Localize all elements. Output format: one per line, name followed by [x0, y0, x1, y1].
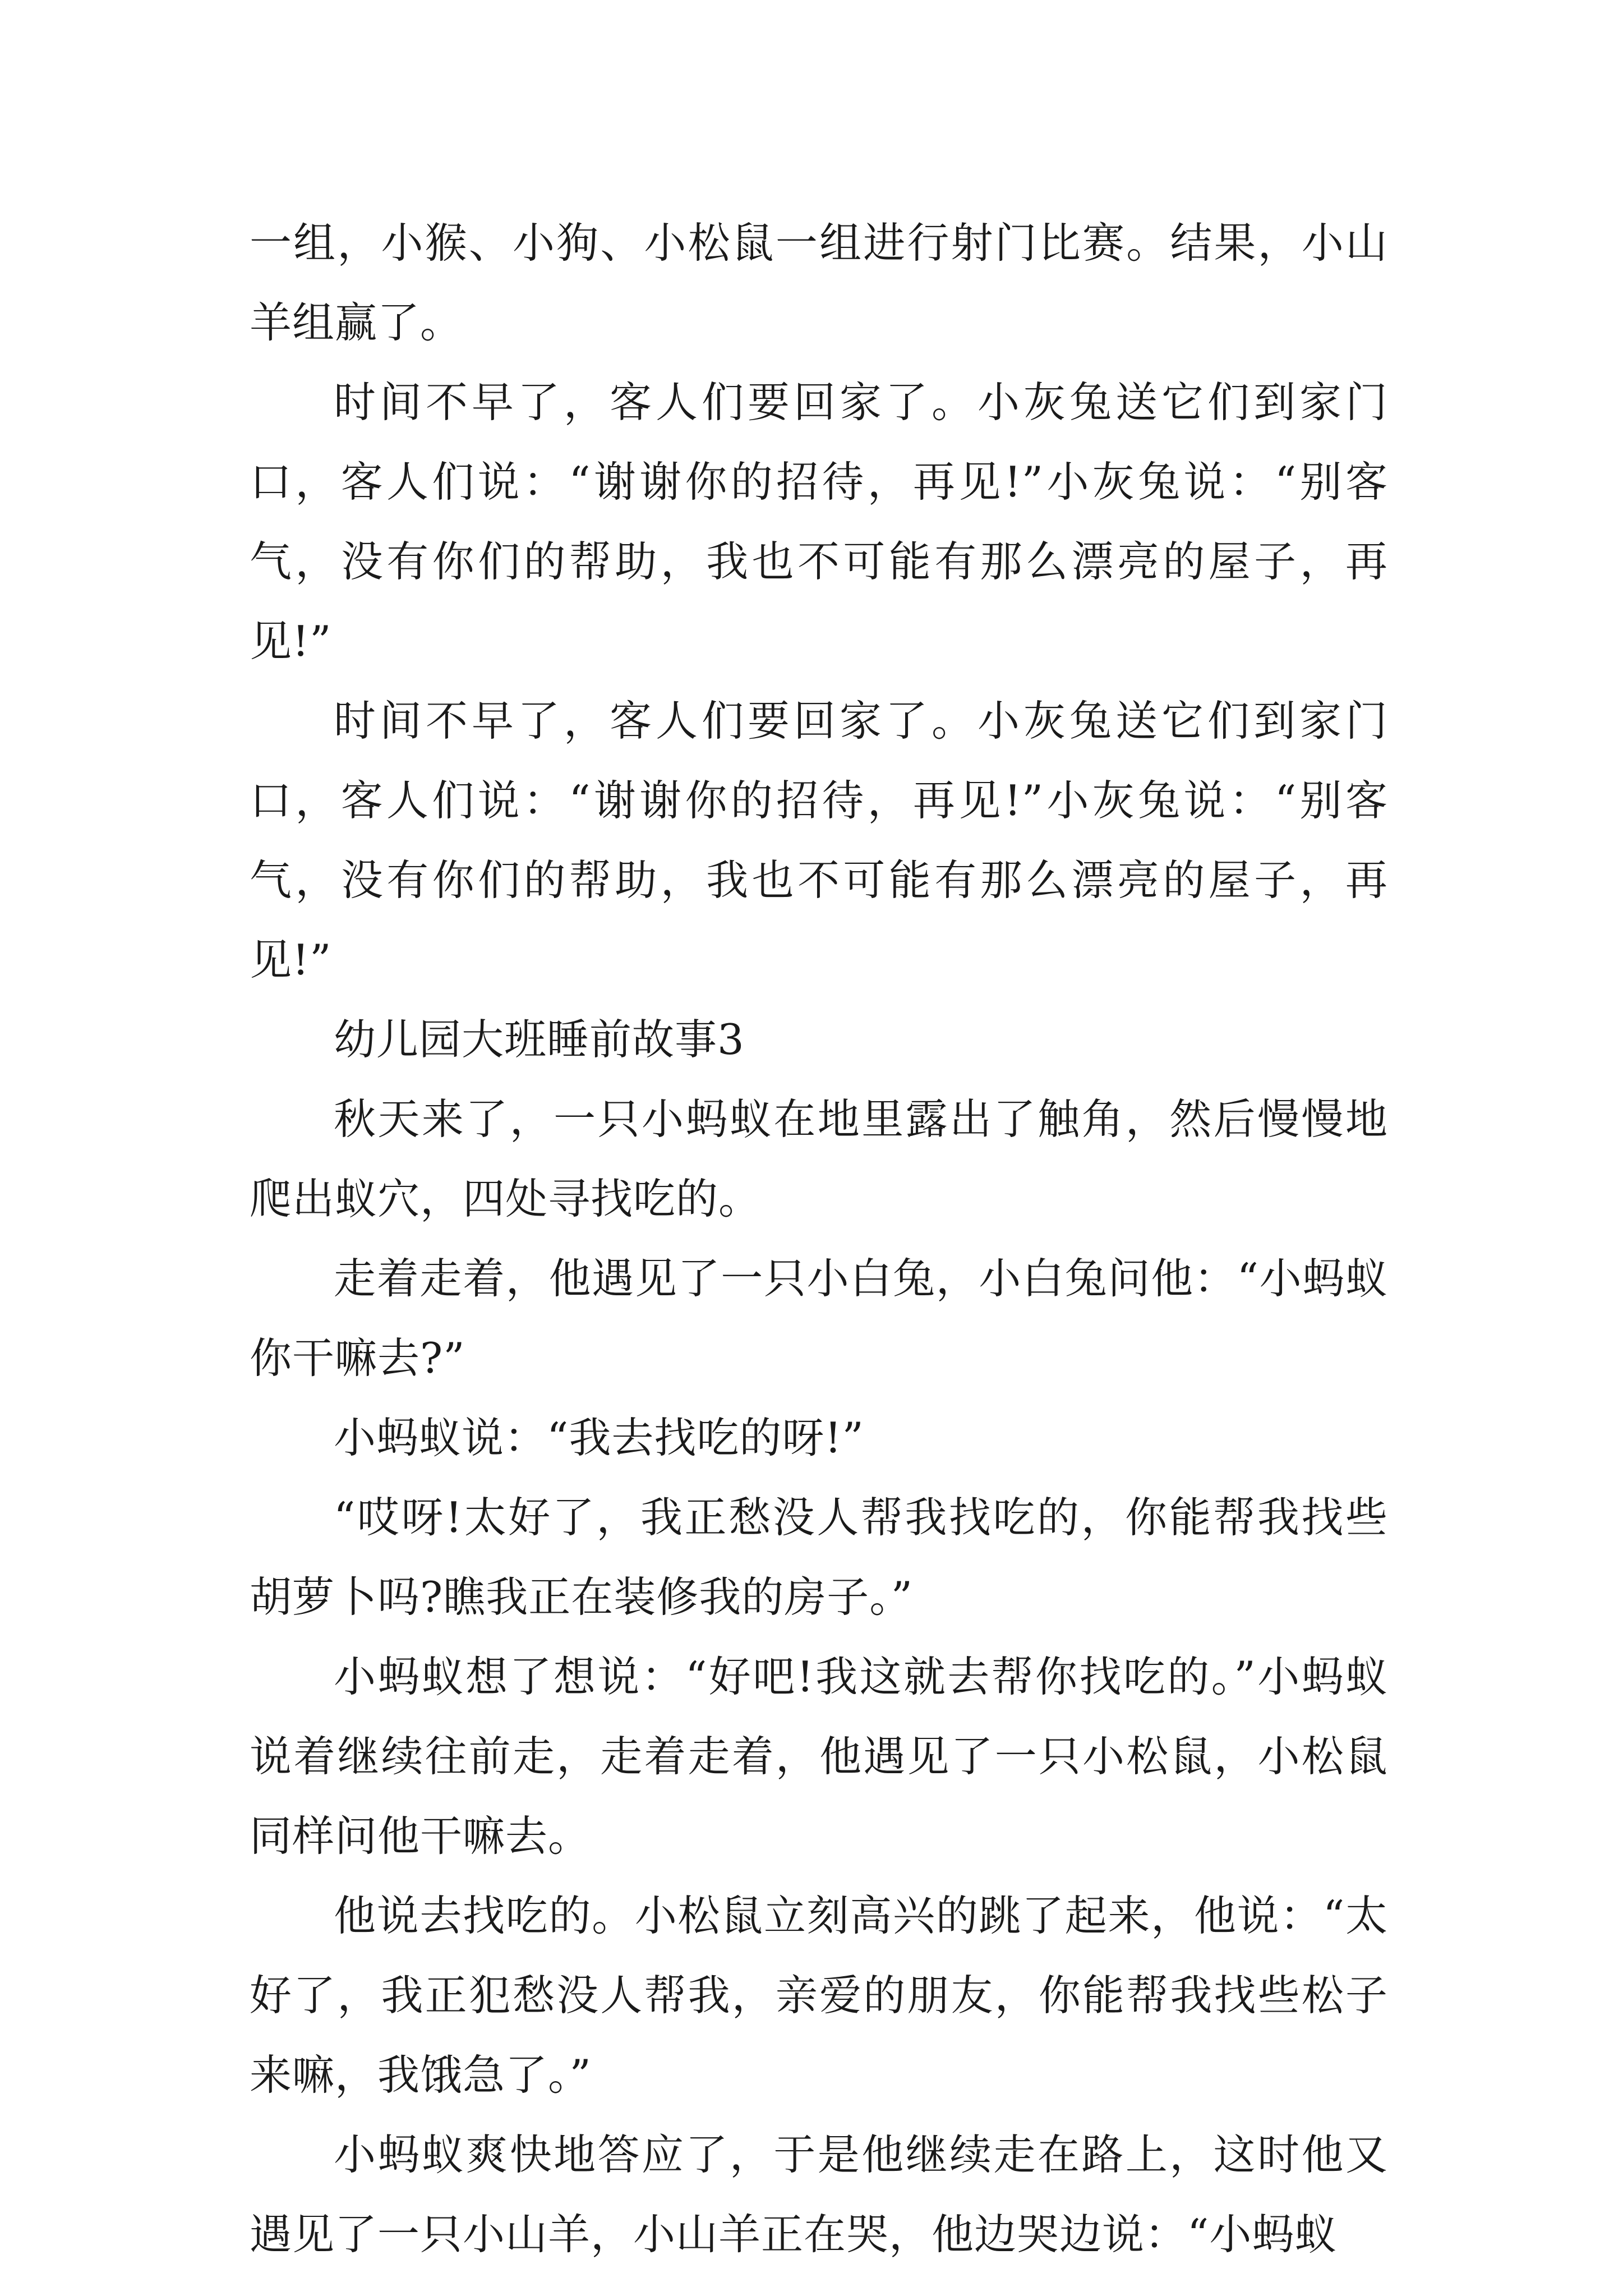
paragraph: 小蚂蚁爽快地答应了，于是他继续走在路上，这时他又遇见了一只小山羊，小山羊正在哭，他边哭边说：“小蚂蚁	[250, 2130, 1388, 2259]
paragraph: 走着走着，他遇见了一只小白兔，小白兔问他：“小蚂蚁你干嘛去?”	[250, 1254, 1388, 1383]
paragraph: 小蚂蚁说：“我去找吃的呀!”	[334, 1413, 864, 1462]
paragraph: 时间不早了，客人们要回家了。小灰兔送它们到家门口，客人们说：“谢谢你的招待，再见!”小灰兔说：“别客气，没有你们的帮助，我也不可能有那么漂亮的屋子，再见!”	[250, 696, 1388, 984]
paragraph: “哎呀!太好了，我正愁没人帮我找吃的，你能帮我找些胡萝卜吗?瞧我正在装修我的房子。”	[250, 1493, 1388, 1622]
document-body	[250, 203, 1388, 2274]
paragraph: 小蚂蚁想了想说：“好吧!我这就去帮你找吃的。”小蚂蚁说着继续往前走，走着走着，他遇见了一只小松鼠，小松鼠同样问他干嘛去。	[250, 1652, 1388, 1861]
section-heading: 幼儿园大班睡前故事3	[334, 1015, 745, 1064]
paragraph: 一组，小猴、小狗、小松鼠一组进行射门比赛。结果，小山羊组赢了。	[250, 218, 1388, 347]
paragraph: 时间不早了，客人们要回家了。小灰兔送它们到家门口，客人们说：“谢谢你的招待，再见!”小灰兔说：“别客气，没有你们的帮助，我也不可能有那么漂亮的屋子，再见!”	[250, 378, 1388, 666]
paragraph: 秋天来了，一只小蚂蚁在地里露出了触角，然后慢慢地爬出蚁穴，四处寻找吃的。	[250, 1094, 1388, 1223]
paragraph: 他说去找吃的。小松鼠立刻高兴的跳了起来，他说：“太好了，我正犯愁没人帮我，亲爱的朋友，你能帮我找些松子来嘛，我饿急了。”	[250, 1891, 1388, 2100]
